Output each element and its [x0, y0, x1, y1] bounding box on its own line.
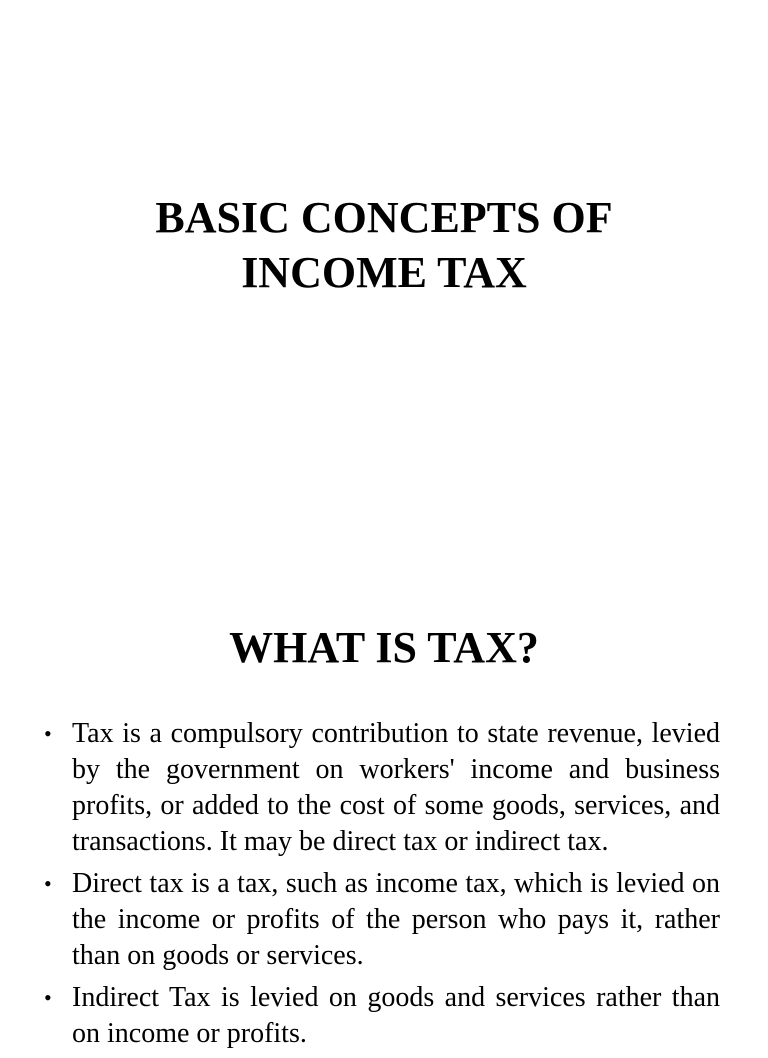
bullet-item	[44, 866, 720, 974]
bullet-icon: •	[44, 985, 52, 1010]
bullet-item	[44, 716, 720, 860]
bullet-icon: •	[44, 721, 52, 746]
slide-title-line-1: BASIC CONCEPTS OF	[155, 193, 613, 242]
bullet-text: Direct tax is a tax, such as income tax, which is levied on the income or profits of the person who pays it, rather than on goods or services.	[72, 868, 720, 971]
section-heading: WHAT IS TAX?	[229, 623, 539, 672]
slide-title	[0, 190, 768, 300]
content-slide	[0, 576, 768, 1049]
bullet-text: Tax is a compulsory contribution to state revenue, levied by the government on workers' income and business profits, or added to the cost of some goods, services, and transactions. It may be direct tax or indirect tax.	[72, 718, 720, 857]
bullet-list	[44, 716, 720, 1058]
bullet-icon: •	[44, 871, 52, 896]
bullet-text: Indirect Tax is levied on goods and services rather than on income or profits.	[72, 982, 720, 1049]
slide-title-line-2: INCOME TAX	[241, 248, 527, 297]
bullet-item	[44, 980, 720, 1052]
